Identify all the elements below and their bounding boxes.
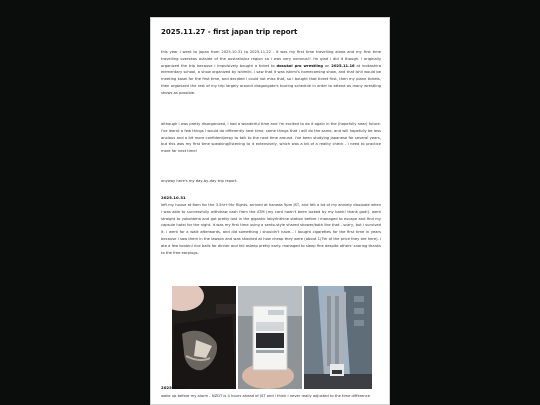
- day-entry-text: left my house at 6am for the 3.5hr+9hr flights. arrived at haneda 5pm JST, and felt a lot of my anxiety dissipate when i was able to successfully withdraw cash from the ATM (my card hadn't been locked by my bank! thank god!). went straight to yokohama and got pretty lost in the gigantic labyrinthine station before i managed to escape and find my capsule hotel for the night. it was my first time using a sento-style shared shower/bath like that - scary, but i survived it. i went for a walk afterwards, and did something i shouldn't have... i bought cigarettes for the first time in years because i saw them in the lawson and was shocked at how cheap they were (about 1/7th of the price they are here). i ate a few konbini rice balls for dinner and fell asleep pretty early. managed to sleep fine despite others' snoring thanks to the free earplugs.: [161, 203, 381, 255]
- reflection-paragraph: although i was pretty disorganized, i had a wonderful time and i'm excited to do it again in the (hopefully near) future. i've learnt a few things i would do differently next time, some things that i will do the same, and will hopefully be less anxious and a bit more confident/eepy to talk to the next time around. i've been studying japanese for several years, but this was my first time speaking/listening to it extensively, which was a bit of a reality check - i need to practice more for next time!: [161, 122, 381, 154]
- event-date: 2025.11.16: [331, 63, 355, 68]
- intro-paragraph: [161, 49, 381, 97]
- day-entry-text-2: woke up before my alarm - NZDT is 4 hours ahead of JST and i think i never really adjusted to the time difference: [161, 394, 371, 398]
- article-page: [150, 17, 390, 405]
- photo-street-buildings[interactable]: [304, 286, 372, 389]
- event-name: dosukoi pro wrestling: [276, 63, 323, 68]
- intro-text-2: at inokashira elementary school, a show organized by ishimiki. i saw that it was ishimi's homecoming show, and that ishii would be meeting kasei for the first time, and decided i could not miss that, so i bought that ticket first, then my plane tickets, then organized the rest of my trip largely around dragongate's touring schedule in order to attend as many wrestling shows as possible.: [161, 63, 381, 95]
- intro-text-on: on: [324, 63, 330, 68]
- post-title: 2025.11.27 - first japan trip report: [161, 28, 298, 36]
- photo-gallery: [172, 286, 372, 389]
- day-date-heading: 2025.10.31: [161, 195, 186, 200]
- day-date-heading-2: 2025.11.01: [161, 385, 186, 390]
- report-intro-paragraph: anyway here's my day-by-day trip report.: [161, 179, 238, 183]
- photo-wrestling-shirt[interactable]: [172, 286, 236, 389]
- intro-text-1: this year i went to japan from 2025.10.31 to 2025.11.22 - it was my first time travelling alone and my first time travelling overseas outside of the australia/nz region so i was very nervous!! i'm glad i did it though. i originally organized the trip because i impulsively bought a ticket to: [161, 50, 381, 68]
- photo-cigarette-pack[interactable]: [238, 286, 302, 389]
